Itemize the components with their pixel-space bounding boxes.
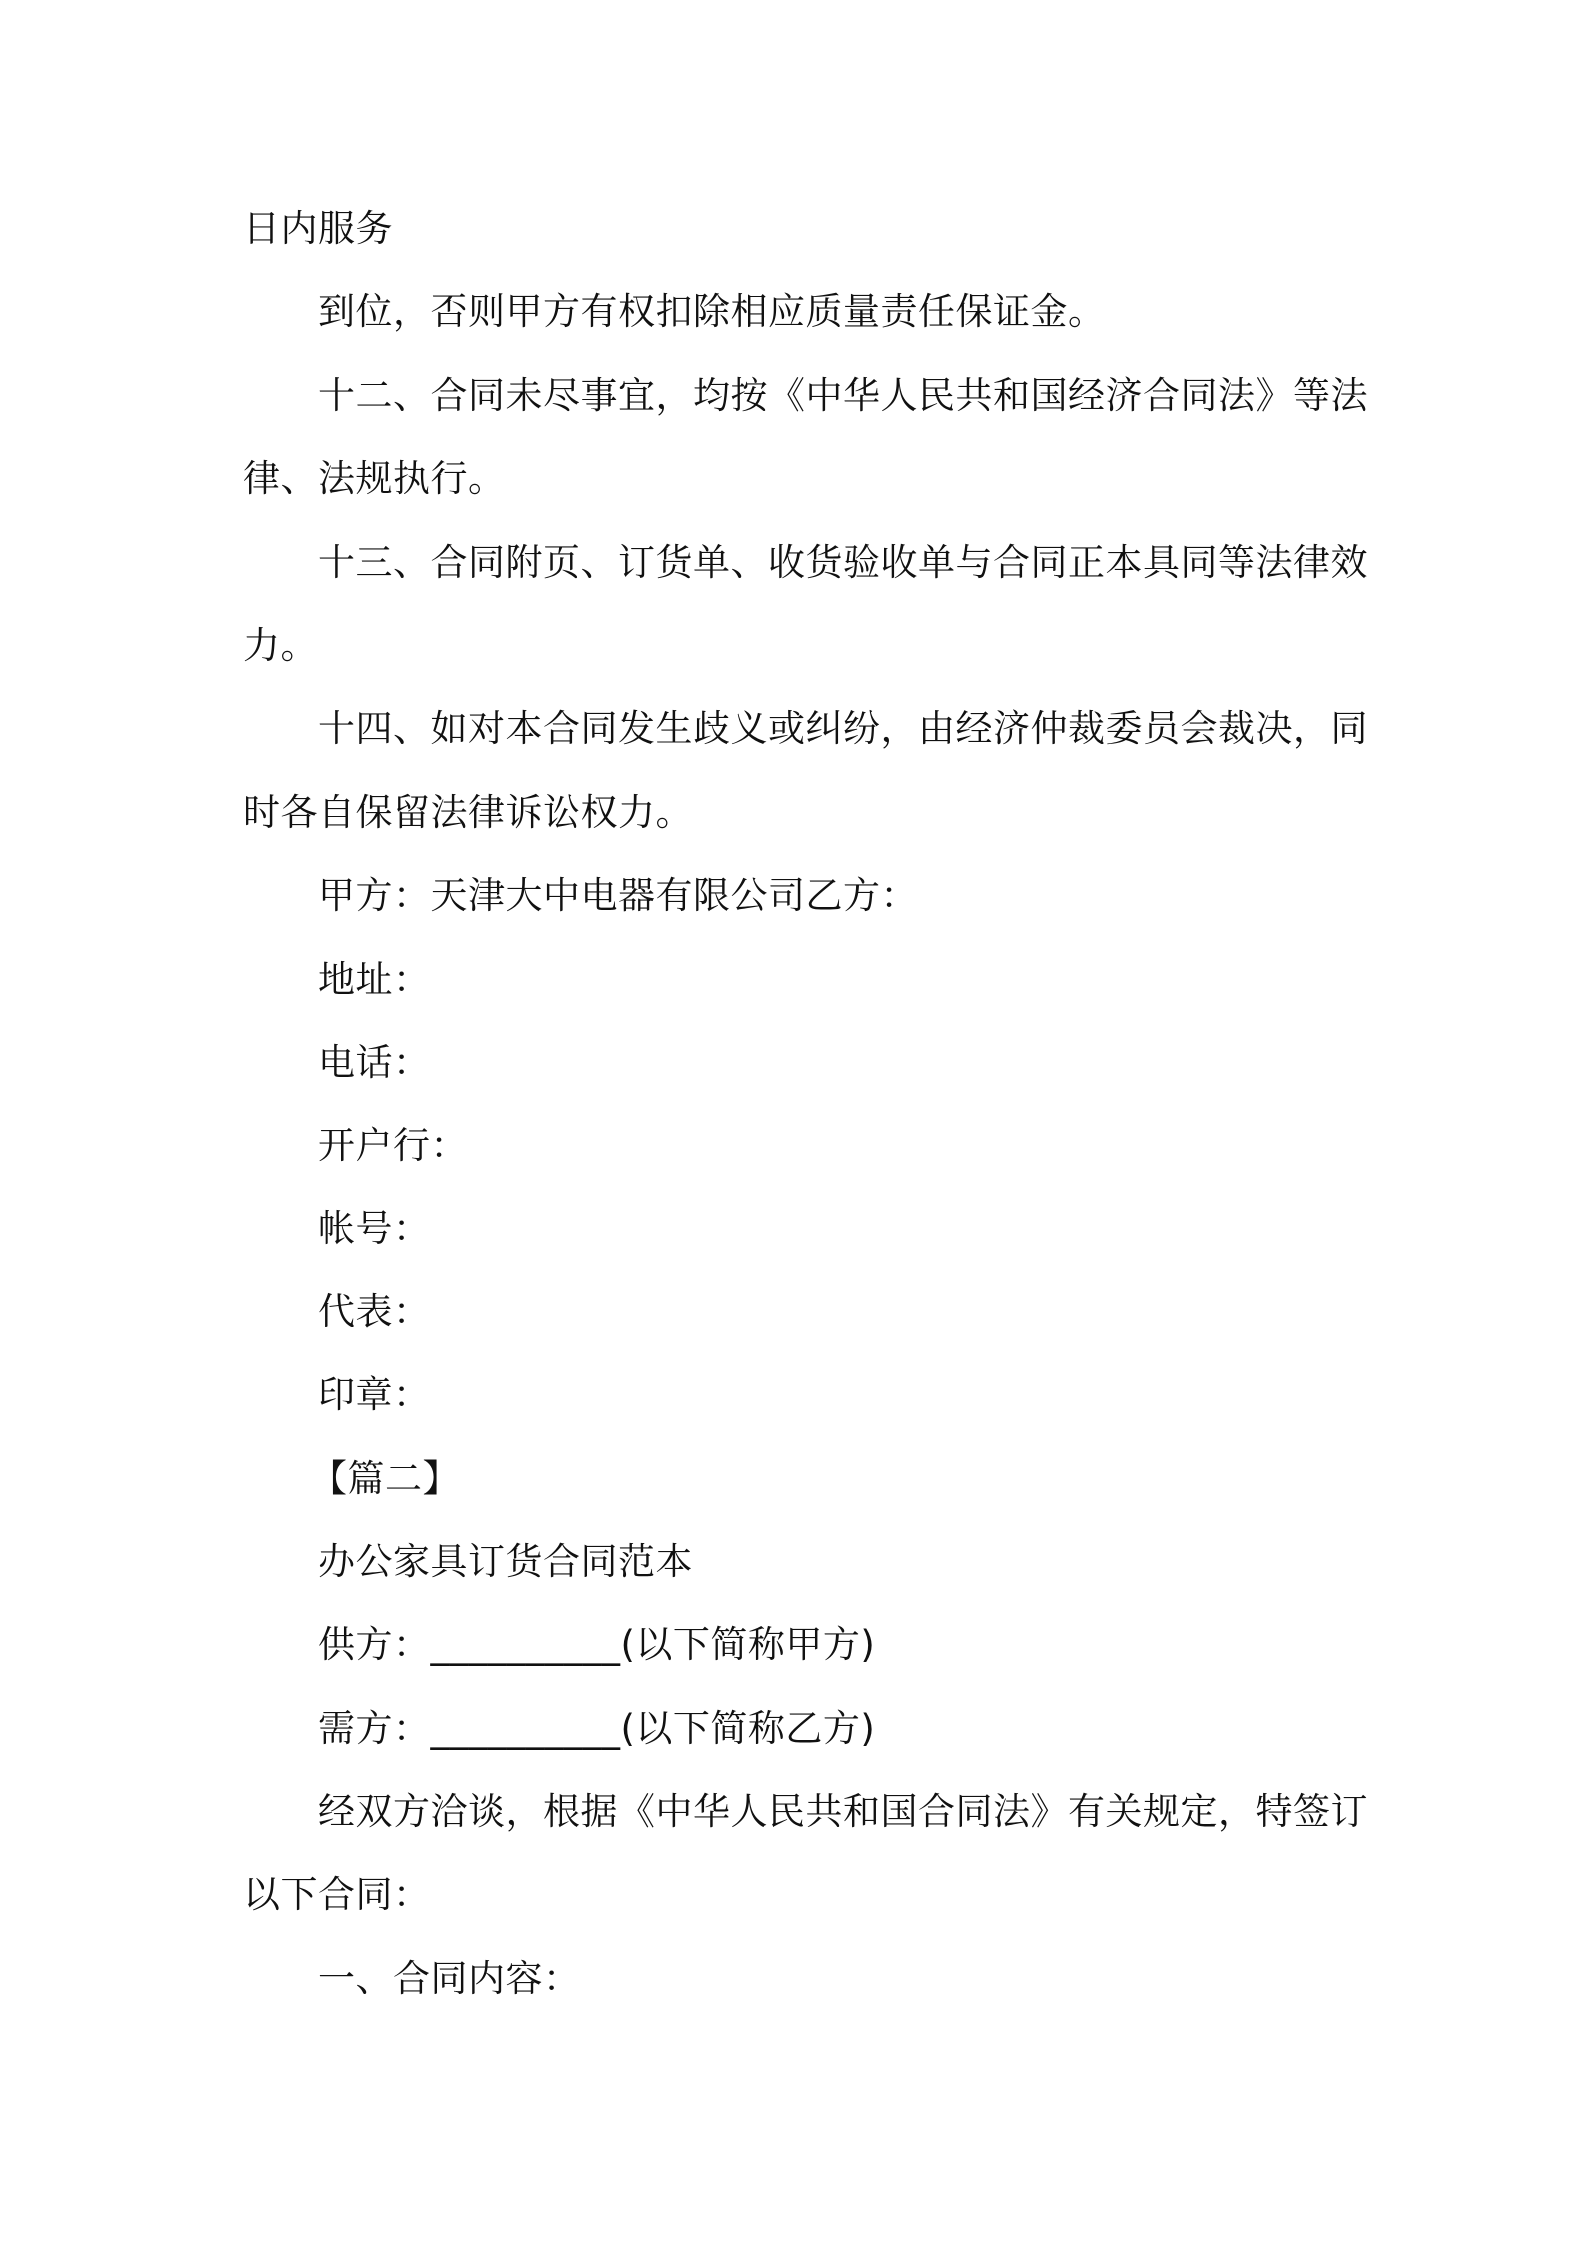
representative-field: 代表： <box>318 1290 431 1333</box>
address-field: 地址： <box>318 958 431 1001</box>
clause-13-line-2: 力。 <box>243 624 318 667</box>
supplier-line: 供方：__________(以下简称甲方) <box>318 1623 876 1666</box>
bank-field: 开户行： <box>318 1124 468 1167</box>
contract-content-heading: 一、合同内容： <box>318 1957 581 2000</box>
party-a-line: 甲方：天津大中电器有限公司乙方： <box>318 874 918 917</box>
clause-12-line-2: 律、法规执行。 <box>243 457 506 500</box>
intro-line-2: 以下合同： <box>243 1873 431 1916</box>
clause-12-line-1: 十二、合同未尽事宜，均按《中华人民共和国经济合同法》等法 <box>318 374 1368 417</box>
clause-14-line-2: 时各自保留法律诉讼权力。 <box>243 791 693 834</box>
buyer-line: 需方：__________(以下简称乙方) <box>318 1707 876 1750</box>
clause-14-line-1: 十四、如对本合同发生歧义或纠纷，由经济仲裁委员会裁决，同 <box>318 707 1368 750</box>
clause-13-line-1: 十三、合同附页、订货单、收货验收单与合同正本具同等法律效 <box>318 541 1368 584</box>
phone-field: 电话： <box>318 1041 431 1084</box>
text-line: 日内服务 <box>243 207 393 250</box>
section-heading: 【篇二】 <box>310 1457 460 1500</box>
intro-line-1: 经双方洽谈，根据《中华人民共和国合同法》有关规定，特签订 <box>318 1790 1368 1833</box>
text-line: 到位，否则甲方有权扣除相应质量责任保证金。 <box>318 290 1106 333</box>
seal-field: 印章： <box>318 1373 431 1416</box>
contract-title: 办公家具订货合同范本 <box>318 1540 693 1583</box>
account-field: 帐号： <box>318 1207 431 1250</box>
